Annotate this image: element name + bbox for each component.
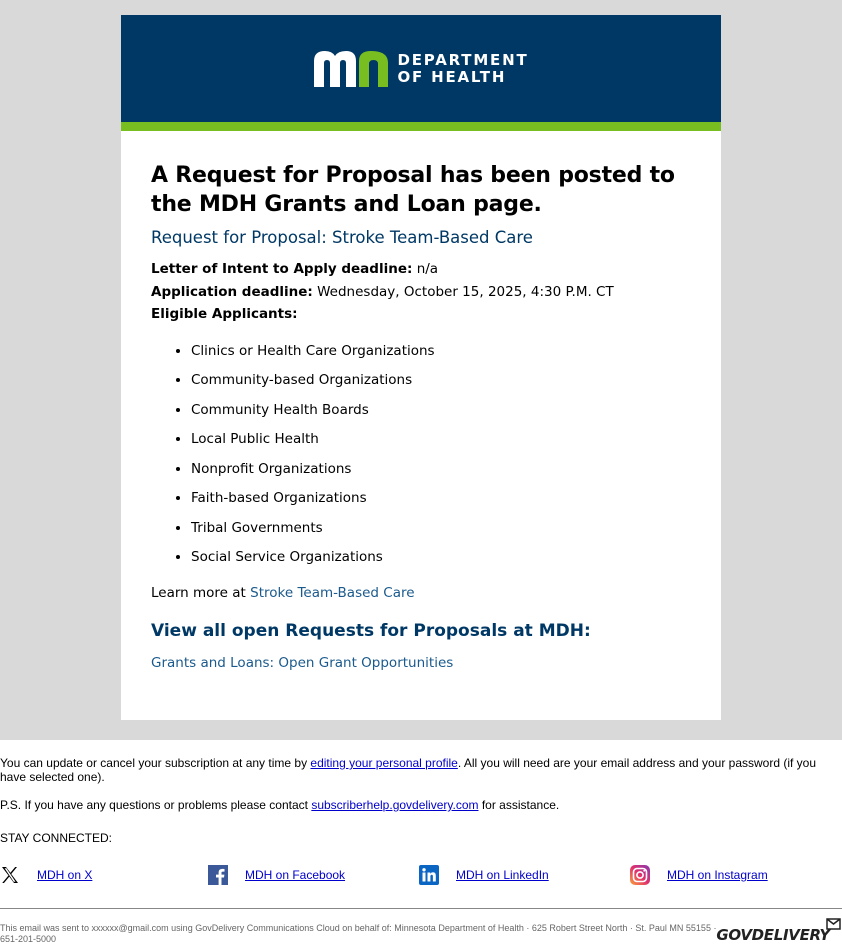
email-card <box>121 15 721 720</box>
fine-print: This email was sent to xxxxxx@gmail.com using GovDelivery Communications Cloud on behalf of: Minnesota Department of Health · 625 Robert Street North · St. Paul MN 55155 · 651-201-5000 <box>0 923 717 944</box>
logo-line-1: DEPARTMENT <box>397 50 529 69</box>
social-x <box>0 865 92 885</box>
application-value: Wednesday, October 15, 2025, 4:30 P.M. CT <box>317 283 614 300</box>
social-links <box>0 863 842 887</box>
grants-line <box>151 655 691 671</box>
ps-text-1: P.S. If you have any questions or problems please contact <box>0 798 308 812</box>
mn-logo-icon <box>314 51 388 87</box>
logo-line-2: OF HEALTH <box>397 67 507 86</box>
subscription-text-2: . All you will need are your email address and your password (if you have selected one). <box>0 756 817 784</box>
edit-profile-link[interactable]: editing your personal profile <box>310 756 458 770</box>
footer-divider <box>0 908 842 909</box>
logo-wordmark <box>398 52 529 86</box>
list-item: • Community-based Organizations <box>191 371 691 390</box>
social-linkedin <box>419 865 549 885</box>
grants-link[interactable]: Grants and Loans: Open Grant Opportunities <box>151 655 454 671</box>
list-item: • Community Health Boards <box>191 401 691 420</box>
list-item: • Faith-based Organizations <box>191 489 691 508</box>
subscriber-help-link[interactable]: subscriberhelp.govdelivery.com <box>311 798 479 812</box>
eligible-label: Eligible Applicants: <box>151 306 298 322</box>
loi-value: n/a <box>416 261 439 277</box>
mdh-logo[interactable] <box>314 51 529 87</box>
learn-more-prefix: Learn more at <box>151 585 246 601</box>
mdh-header <box>121 15 721 122</box>
application-line <box>151 281 691 304</box>
learn-more <box>151 583 691 603</box>
social-facebook <box>208 865 345 885</box>
view-all-heading: View all open Requests for Proposals at MDH: <box>151 621 591 641</box>
mdh-linkedin-link[interactable]: MDH on LinkedIn <box>456 868 549 882</box>
mdh-x-link[interactable]: MDH on X <box>37 868 93 882</box>
deadline-info <box>151 258 691 326</box>
page-title: A Request for Proposal has been posted to the MDH Grants and Loan page. <box>151 163 675 217</box>
rfp-subtitle: Request for Proposal: Stroke Team-Based Care <box>151 228 533 247</box>
subscription-text <box>0 756 842 784</box>
loi-label: Letter of Intent to Apply deadline: <box>151 261 413 277</box>
facebook-icon[interactable] <box>208 865 228 885</box>
linkedin-icon[interactable] <box>419 865 439 885</box>
mdh-facebook-link[interactable]: MDH on Facebook <box>245 868 346 882</box>
list-item: • Tribal Governments <box>191 519 691 538</box>
instagram-icon[interactable] <box>630 865 650 885</box>
list-item: • Nonprofit Organizations <box>191 460 691 479</box>
email-content <box>121 131 721 671</box>
list-item: • Social Service Organizations <box>191 548 691 567</box>
subscription-text-1: You can update or cancel your subscription at any time by <box>0 756 308 770</box>
loi-line <box>151 258 691 281</box>
x-icon[interactable] <box>0 865 20 885</box>
list-item: • Local Public Health <box>191 430 691 449</box>
mdh-instagram-link[interactable]: MDH on Instagram <box>667 868 768 882</box>
green-divider <box>121 122 721 131</box>
stay-connected-label: STAY CONNECTED: <box>0 831 113 845</box>
list-item: • Clinics or Health Care Organizations <box>191 342 691 361</box>
social-instagram <box>630 865 768 885</box>
application-label: Application deadline: <box>151 283 313 300</box>
eligible-line <box>151 303 691 326</box>
govdelivery-logo[interactable]: GOVDELIVERY <box>716 926 830 944</box>
ps-text-2: for assistance. <box>481 798 560 812</box>
eligible-list <box>151 342 691 568</box>
stroke-care-link[interactable]: Stroke Team-Based Care <box>250 585 415 601</box>
ps-text <box>0 798 559 812</box>
